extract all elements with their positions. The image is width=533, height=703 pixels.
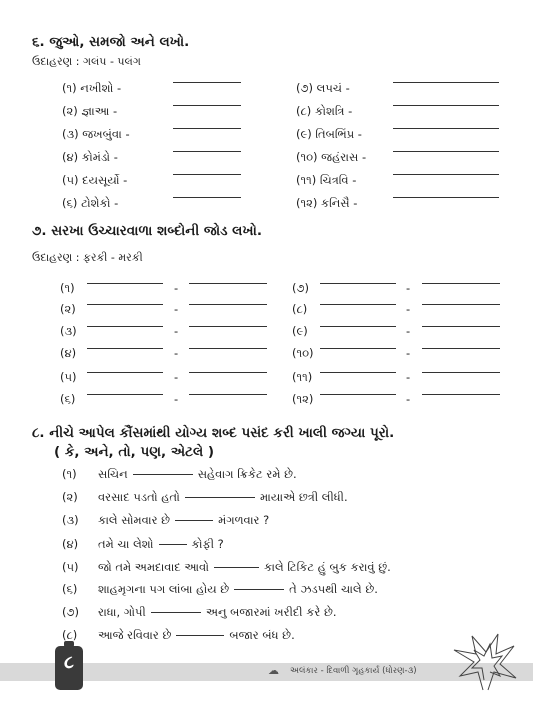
pair-dash: - <box>174 302 179 316</box>
answer-line <box>87 326 163 327</box>
blank-line <box>176 635 224 636</box>
answer-line <box>393 174 499 175</box>
fill-sentence <box>98 605 337 620</box>
answer-line <box>320 348 396 349</box>
pair-item-number: (૧) <box>60 281 75 295</box>
anagram-item-label: (૭) લપચં - <box>296 81 350 95</box>
fill-item-number: (૪) <box>62 537 79 551</box>
answer-line <box>320 372 396 373</box>
answer-line <box>87 372 163 373</box>
answer-line <box>422 348 500 349</box>
anagram-item-label: (૨) જ્ઞાઆ - <box>62 104 118 118</box>
section-6-example: ઉદાહરણ : ગલંપ - પલંગ <box>32 55 141 68</box>
fill-sentence <box>98 582 378 597</box>
answer-line <box>189 326 267 327</box>
answer-line <box>173 174 241 175</box>
answer-line <box>173 197 241 198</box>
answer-line <box>422 372 500 373</box>
answer-line <box>422 304 500 305</box>
answer-line <box>320 304 396 305</box>
pair-dash: - <box>174 324 179 338</box>
pair-dash: - <box>406 302 411 316</box>
fill-item-number: (૧) <box>62 467 77 481</box>
pair-item-number: (૧૦) <box>292 346 314 360</box>
sentence-part-a: કાલે સોમવાર છે <box>98 513 171 527</box>
sentence-part-a: જો તમે અમદાવાદ આવો <box>98 560 210 574</box>
answer-line <box>173 82 241 83</box>
pair-item-number: (૮) <box>292 302 308 316</box>
answer-line <box>173 128 241 129</box>
pair-item-number: (૪) <box>60 346 77 360</box>
pair-dash: - <box>406 370 411 384</box>
answer-line <box>422 394 500 395</box>
pair-item-number: (૯) <box>292 324 308 338</box>
firecracker-burst-icon <box>448 632 518 694</box>
pair-item-number: (૬) <box>60 392 76 406</box>
answer-line <box>173 151 241 152</box>
section-8-options: ( કે, અને, તો, પણ, એટલે ) <box>54 444 215 460</box>
section-8-title: ૮. નીચે આપેલ કૌંસમાંથી યોગ્ય શબ્દ પસંદ કરી ખાલી જગ્યા પૂરો. <box>32 425 395 441</box>
sentence-part-b: બજાર બંધ છે. <box>229 628 295 642</box>
sentence-part-b: સહેવાગ ક્રિકેટ રમે છે. <box>197 467 297 481</box>
answer-line <box>393 197 499 198</box>
sentence-part-b: તે ઝડપથી ચાલે છે. <box>289 582 378 596</box>
answer-line <box>189 304 267 305</box>
blank-line <box>159 544 187 545</box>
answer-line <box>393 105 499 106</box>
page-number: ૮ <box>64 652 74 673</box>
anagram-item-label: (૧૦) જહંરાસ - <box>296 150 367 164</box>
sentence-part-a: આજે રવિવાર છે <box>98 628 172 642</box>
anagram-item-label: (૧૨) કનિસૈ - <box>296 196 358 210</box>
sentence-part-a: રાધા, ગોપી <box>98 605 146 619</box>
sentence-part-a: તમે ચા લેશો <box>98 537 154 551</box>
sentence-part-b: મંગળવાર ? <box>218 513 270 527</box>
pair-dash: - <box>406 392 411 406</box>
pair-dash: - <box>174 281 179 295</box>
pair-dash: - <box>174 346 179 360</box>
section-6-title: ૬. જુઓ, સમજો અને લખો. <box>32 34 190 50</box>
sentence-part-a: વરસાદ પડતો હતો <box>98 490 180 504</box>
answer-line <box>320 326 396 327</box>
pair-dash: - <box>406 324 411 338</box>
pair-item-number: (૨) <box>60 302 76 316</box>
fill-item-number: (૭) <box>62 605 79 619</box>
answer-line <box>422 326 500 327</box>
fill-item-number: (૬) <box>62 582 78 596</box>
fill-sentence <box>98 537 224 552</box>
section-7-title: ૭. સરખા ઉચ્ચારવાળા શબ્દોની જોડ લખો. <box>32 223 262 239</box>
blank-line <box>214 567 259 568</box>
blank-line <box>185 497 255 498</box>
anagram-item-label: (૧) નખીશો - <box>62 81 122 95</box>
answer-line <box>87 348 163 349</box>
blank-line <box>151 612 201 613</box>
answer-line <box>320 283 396 284</box>
answer-line <box>393 82 499 83</box>
anagram-item-label: (૯) તિબભિંપ્ર - <box>296 127 362 141</box>
fill-sentence <box>98 560 391 575</box>
answer-line <box>393 128 499 129</box>
answer-line <box>320 394 396 395</box>
cloud-icon: ☁ <box>268 664 279 677</box>
blank-line <box>234 589 284 590</box>
blank-line <box>175 520 213 521</box>
blank-line <box>133 474 193 475</box>
pair-item-number: (૫) <box>60 370 77 384</box>
fill-sentence <box>98 513 269 528</box>
sentence-part-b: કોફી ? <box>191 537 224 551</box>
section-7-example: ઉદાહરણ : ફરકી - મરકી <box>32 251 143 264</box>
pair-dash: - <box>406 346 411 360</box>
answer-line <box>189 372 267 373</box>
fill-item-number: (૫) <box>62 560 79 574</box>
fill-sentence <box>98 467 297 482</box>
pair-item-number: (૭) <box>292 281 309 295</box>
fill-item-number: (૩) <box>62 513 79 527</box>
answer-line <box>189 348 267 349</box>
anagram-item-label: (૮) કોશત્રિ - <box>296 104 353 118</box>
sentence-part-b: અનુ બજારમાં ખરીદી કરે છે. <box>205 605 337 619</box>
pair-item-number: (૧૧) <box>292 370 313 384</box>
pair-dash: - <box>174 370 179 384</box>
anagram-item-label: (૩) જખબુંવા - <box>62 127 130 141</box>
fill-item-number: (૮) <box>62 628 78 642</box>
answer-line <box>173 105 241 106</box>
anagram-item-label: (૬) ટોશેકો - <box>62 196 119 210</box>
answer-line <box>87 394 163 395</box>
pair-item-number: (૧૨) <box>292 392 314 406</box>
anagram-item-label: (૫) દયસૂર્યો - <box>62 173 128 187</box>
sentence-part-b: માયાએ છત્રી લીધી. <box>259 490 348 504</box>
answer-line <box>393 151 499 152</box>
anagram-item-label: (૪) કોમંડો - <box>62 150 118 164</box>
answer-line <box>87 304 163 305</box>
answer-line <box>189 394 267 395</box>
pair-item-number: (૩) <box>60 324 77 338</box>
fill-sentence <box>98 628 295 643</box>
anagram-item-label: (૧૧) ચિત્રવિ - <box>296 173 357 187</box>
footer-text: અલંકાર - દિવાળી ગૃહકાર્ય (ધોરણ-૩) <box>290 666 417 676</box>
pair-dash: - <box>406 281 411 295</box>
fill-sentence <box>98 490 348 505</box>
pair-dash: - <box>174 392 179 406</box>
answer-line <box>189 283 267 284</box>
answer-line <box>422 283 500 284</box>
answer-line <box>87 283 163 284</box>
sentence-part-a: શાહમૃગના પગ લાંબા હોય છે <box>98 582 230 596</box>
sentence-part-a: સચિન <box>98 467 128 481</box>
sentence-part-b: કાલે ટિકિટ હું બુક કરાવું છું. <box>264 560 391 574</box>
fill-item-number: (૨) <box>62 490 78 504</box>
